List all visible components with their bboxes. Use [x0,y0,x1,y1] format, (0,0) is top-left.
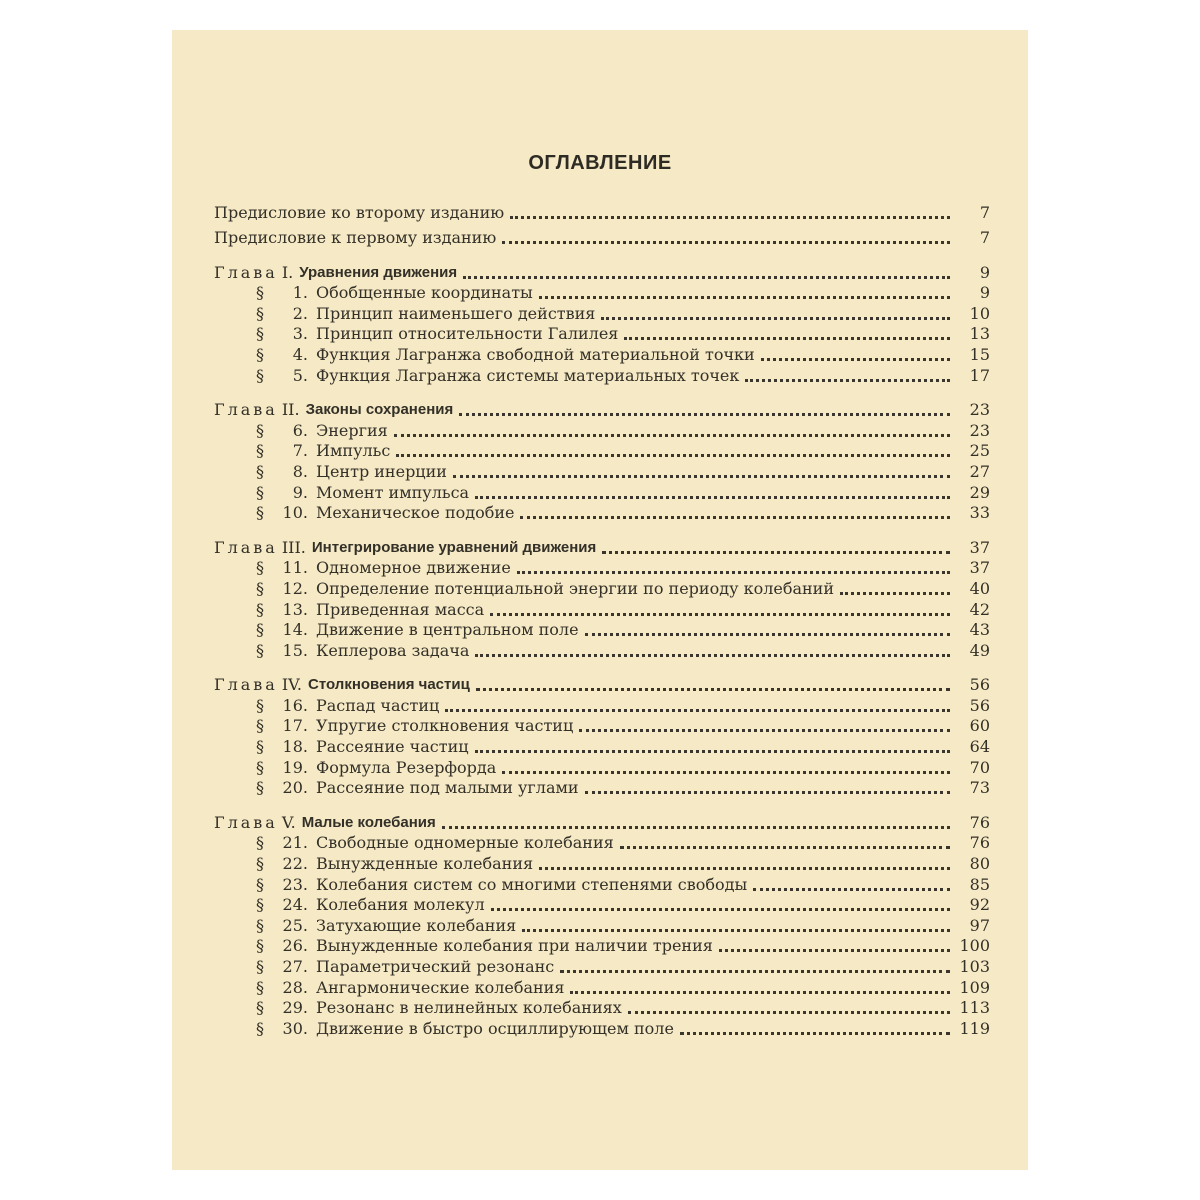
page-number: 56 [969,675,990,695]
toc-entry-section[interactable] [214,778,990,799]
section-title: Колебания молекул [316,895,485,915]
page-number: 60 [969,716,990,736]
section-mark: § [256,895,264,915]
dot-leader [585,623,950,636]
section-mark: § [256,1018,264,1038]
section-number: 2. [292,303,308,323]
toc-entry-line [214,957,954,977]
page-number: 13 [969,324,990,344]
section-number: 5. [292,365,308,385]
toc-entry-section[interactable] [214,620,990,641]
toc-entry-section[interactable] [214,716,990,737]
page-number: 10 [969,303,990,323]
dot-leader [539,286,950,299]
toc-entry-line [214,324,954,344]
page-number: 73 [969,778,990,798]
toc-entry-line [214,696,954,716]
chapter-number: III. [281,537,306,557]
toc-entry-line [214,1019,954,1039]
toc-entry-line [214,366,954,386]
table-of-contents [214,198,990,1039]
section-number: 13. [282,599,308,619]
page-number: 7 [979,228,990,247]
toc-entry-line [214,778,954,798]
page-number: 37 [969,537,990,557]
preface-title: Предисловие к первому изданию [214,228,497,247]
chapter-title: Законы сохранения [305,401,454,419]
spacer [214,248,990,262]
section-title: Одномерное движение [316,558,511,578]
chapter-number: II. [281,400,300,420]
toc-entry-line [214,813,954,833]
toc-entry-section[interactable] [214,324,990,345]
chapter-word: Глава [214,262,278,282]
spacer [214,661,990,675]
toc-entry-line [214,998,954,1018]
section-title: Функция Лагранжа системы материальных точек [316,365,740,385]
page-number: 64 [969,737,990,757]
toc-entry-section[interactable] [214,482,990,503]
page-number: 9 [979,283,990,303]
toc-entry-section[interactable] [214,977,990,998]
dot-leader [463,266,950,279]
book-page [172,30,1028,1170]
chapter-title: Малые колебания [301,813,436,831]
page-number: 49 [969,640,990,660]
chapter-title: Уравнения движения [299,263,458,281]
dot-leader [719,939,950,952]
page-number: 23 [969,400,990,420]
section-title: Формула Резерфорда [316,757,497,777]
page-number: 15 [969,344,990,364]
section-title: Рассеяние под малыми углами [316,778,579,798]
toc-entry-line [214,895,954,915]
section-number: 27. [282,957,308,976]
page-number: 37 [969,558,990,578]
dot-leader [628,1001,950,1014]
dot-leader [753,878,950,891]
toc-entry-section[interactable] [214,461,990,482]
section-title: Момент импульса [316,482,470,502]
section-title: Механическое подобие [316,503,515,523]
section-title: Затухающие колебания [316,915,517,935]
section-mark: § [256,757,264,777]
spacer [214,386,990,400]
spacer [214,523,990,537]
chapter-title: Столкновения частиц [308,676,470,694]
toc-entry-section[interactable] [214,578,990,599]
dot-leader [442,816,950,829]
toc-entry-line [214,758,954,778]
toc-entry-section[interactable] [214,874,990,895]
section-title: Приведенная масса [316,599,485,619]
section-mark: § [256,957,264,976]
toc-entry-section[interactable] [214,915,990,936]
toc-entry-line [214,400,954,420]
chapter-number: I. [281,262,294,282]
page-number: 25 [969,441,990,461]
section-title: Колебания систем со многими степенями свободы [316,874,748,894]
toc-entry-section[interactable] [214,736,990,757]
dot-leader [517,561,950,574]
section-title: Свободные одномерные колебания [316,833,614,853]
toc-entry-line [214,283,954,303]
toc-entry-section[interactable] [214,283,990,304]
toc-entry-section[interactable] [214,936,990,957]
section-mark: § [256,303,264,323]
page-number: 103 [959,957,990,976]
section-number: 19. [282,757,308,777]
toc-entry-line [214,716,954,736]
page-number: 27 [969,461,990,481]
section-number: 1. [292,283,308,303]
preface-title: Предисловие ко второму изданию [214,203,505,222]
section-number: 16. [282,695,308,715]
section-number: 25. [282,915,308,935]
page-number: 40 [969,578,990,598]
page-number: 109 [959,977,990,997]
dot-leader [394,424,950,437]
section-title: Распад частиц [316,695,440,715]
dot-leader [520,506,950,519]
section-title: Движение в быстро осциллирующем поле [316,1018,674,1038]
toc-entry-section[interactable] [214,558,990,579]
section-number: 21. [282,833,308,853]
section-mark: § [256,716,264,736]
toc-entry-line [214,854,954,874]
section-number: 30. [282,1018,308,1038]
section-title: Вынужденные колебания при наличии трения [316,936,713,956]
section-number: 14. [282,620,308,640]
section-mark: § [256,420,264,440]
section-number: 4. [292,344,308,364]
chapter-word: Глава [214,537,278,557]
toc-entry-preface[interactable] [214,223,990,248]
toc-entry-section[interactable] [214,757,990,778]
toc-entry-line [214,462,954,482]
toc-entry-line [214,538,954,558]
dot-leader [602,541,950,554]
chapter-number: IV. [281,675,303,695]
section-title: Принцип относительности Галилея [316,324,619,344]
section-title: Вынужденные колебания [316,854,534,874]
dot-leader [491,898,950,911]
page-number: 97 [969,915,990,935]
section-title: Ангармонические колебания [316,977,565,997]
dot-leader [476,678,950,691]
page-number: 56 [969,695,990,715]
page-number: 17 [969,365,990,385]
toc-entry-section[interactable] [214,303,990,324]
toc-entry-line [214,833,954,853]
section-mark: § [256,778,264,798]
dot-leader [579,719,950,732]
toc-entry-line [214,875,954,895]
page-number: 33 [969,503,990,523]
chapter-word: Глава [214,400,278,420]
chapter-word: Глава [214,812,278,832]
section-number: 9. [292,482,308,502]
section-mark: § [256,461,264,481]
section-number: 10. [282,503,308,523]
section-mark: § [256,578,264,598]
toc-entry-section[interactable] [214,998,990,1019]
spacer [214,798,990,812]
dot-leader [475,740,950,753]
dot-leader [624,327,950,340]
dot-leader [761,348,950,361]
section-title: Обобщенные координаты [316,283,533,303]
dot-leader [396,444,950,457]
toc-entry-line [214,304,954,324]
toc-entry-section[interactable] [214,441,990,462]
toc-entry-line [214,421,954,441]
section-mark: § [256,977,264,997]
page-number: 80 [969,854,990,874]
section-number: 6. [292,420,308,440]
toc-entry-chapter[interactable] [214,537,990,558]
section-number: 12. [282,578,308,598]
section-number: 26. [282,936,308,956]
section-mark: § [256,737,264,757]
section-title: Импульс [316,441,391,461]
dot-leader [522,919,950,932]
toc-entry-section[interactable] [214,895,990,916]
section-number: 18. [282,737,308,757]
toc-entry-line [214,263,954,283]
dot-leader [445,699,950,712]
dot-leader [475,644,950,657]
section-number: 23. [282,874,308,894]
page-number: 9 [979,262,990,282]
toc-entry-line [214,228,954,248]
section-title: Параметрический резонанс [316,957,555,976]
section-number: 11. [282,558,308,578]
section-number: 7. [292,441,308,461]
page-title: ОГЛАВЛЕНИЕ [528,152,672,174]
dot-leader [453,465,950,478]
chapter-number: V. [281,812,296,832]
toc-entry-line [214,483,954,503]
dot-leader [510,206,950,219]
page-number: 76 [969,812,990,832]
page-number: 92 [969,895,990,915]
page-number: 113 [959,998,990,1018]
section-mark: § [256,915,264,935]
section-title: Центр инерции [316,461,447,481]
dot-leader [560,960,950,973]
section-number: 22. [282,854,308,874]
page-number: 70 [969,757,990,777]
toc-entry-section[interactable] [214,956,990,977]
page-number: 100 [959,936,990,956]
dot-leader [502,761,950,774]
toc-entry-line [214,936,954,956]
toc-entry-chapter[interactable] [214,400,990,421]
page-number: 76 [969,833,990,853]
section-mark: § [256,695,264,715]
toc-entry-line [214,558,954,578]
page-number: 119 [959,1018,990,1038]
dot-leader [680,1022,950,1035]
section-mark: § [256,365,264,385]
section-mark: § [256,599,264,619]
page-number: 7 [979,203,990,222]
dot-leader [570,981,950,994]
section-mark: § [256,441,264,461]
section-mark: § [256,998,264,1018]
section-mark: § [256,344,264,364]
section-number: 20. [282,778,308,798]
page-number: 85 [969,874,990,894]
toc-entry-line [214,737,954,757]
chapter-title: Интегрирование уравнений движения [311,538,597,556]
toc-entry-line [214,675,954,695]
dot-leader [502,231,950,244]
section-mark: § [256,558,264,578]
toc-entry-section[interactable] [214,599,990,620]
section-title: Рассеяние частиц [316,737,469,757]
dot-leader [840,582,950,595]
dot-leader [475,486,950,499]
dot-leader [539,857,950,870]
section-mark: § [256,324,264,344]
toc-entry-section[interactable] [214,695,990,716]
toc-entry-chapter[interactable] [214,675,990,696]
section-mark: § [256,482,264,502]
toc-entry-line [214,600,954,620]
section-number: 17. [282,716,308,736]
page-number: 42 [969,599,990,619]
toc-entry-section[interactable] [214,833,990,854]
section-mark: § [256,833,264,853]
section-title: Упругие столкновения частиц [316,716,574,736]
chapter-word: Глава [214,675,278,695]
toc-entry-section[interactable] [214,420,990,441]
section-title: Функция Лагранжа свободной материальной точки [316,344,755,364]
section-title: Кеплерова задача [316,640,470,660]
dot-leader [585,781,950,794]
section-title: Определение потенциальной энергии по периоду колебаний [316,578,834,598]
toc-entry-line [214,978,954,998]
section-number: 3. [292,324,308,344]
section-number: 15. [282,640,308,660]
section-title: Движение в центральном поле [316,620,579,640]
toc-entry-line [214,641,954,661]
section-title: Принцип наименьшего действия [316,303,596,323]
toc-entry-section[interactable] [214,640,990,661]
section-number: 28. [282,977,308,997]
dot-leader [601,307,950,320]
dot-leader [745,369,950,382]
section-mark: § [256,640,264,660]
toc-entry-section[interactable] [214,503,990,524]
toc-entry-section[interactable] [214,344,990,365]
toc-entry-line [214,441,954,461]
section-mark: § [256,283,264,303]
section-title: Резонанс в нелинейных колебаниях [316,998,622,1018]
page-number: 29 [969,482,990,502]
section-mark: § [256,503,264,523]
dot-leader [490,603,950,616]
section-mark: § [256,620,264,640]
section-number: 29. [282,998,308,1018]
toc-entry-section[interactable] [214,365,990,386]
section-number: 8. [292,461,308,481]
toc-entry-section[interactable] [214,1018,990,1039]
toc-entry-chapter[interactable] [214,262,990,283]
toc-entry-line [214,916,954,936]
section-number: 24. [282,895,308,915]
toc-entry-line [214,345,954,365]
toc-entry-line [214,203,954,223]
page-number: 43 [969,620,990,640]
section-mark: § [256,854,264,874]
toc-entry-line [214,620,954,640]
toc-entry-chapter[interactable] [214,812,990,833]
section-mark: § [256,936,264,956]
dot-leader [620,836,950,849]
section-mark: § [256,874,264,894]
page-number: 23 [969,420,990,440]
toc-entry-preface[interactable] [214,198,990,223]
toc-entry-line [214,579,954,599]
section-title: Энергия [316,420,388,440]
toc-entry-line [214,503,954,523]
toc-entry-section[interactable] [214,853,990,874]
dot-leader [459,403,950,416]
